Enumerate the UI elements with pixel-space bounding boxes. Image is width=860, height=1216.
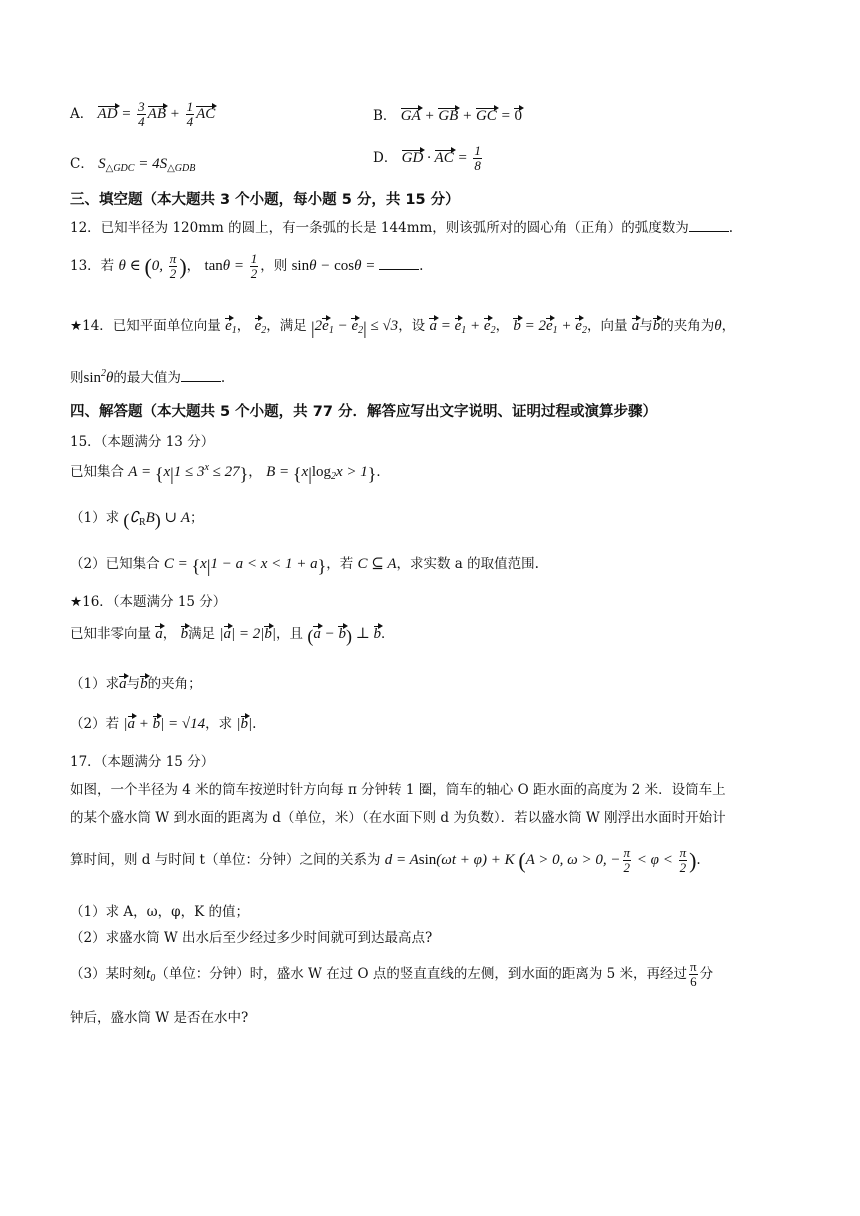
set-a: $A = \{x|1 \le 3^x \le 27\}$ — [128, 462, 249, 484]
q17-part2: （2）求盛水筒 W 出水后至少经过多少时间就可到达最高点? — [70, 930, 433, 946]
q15-part1: （1）求 $(∁_RB)$ ∪ A； — [70, 510, 204, 530]
question-13: 13．若 θ ∈ (0, $\frac{\pi}{2}$ )， tanθ = $\frac{1}{2}$ ，则 sinθ − cosθ = . — [70, 251, 424, 281]
q15-part2: （2）已知集合 C = {x|1 − a < x < 1 + a}，若 C ⊆ A，求实数 a 的取值范围. — [70, 556, 539, 576]
option-a-formula: AD = $\frac{3}{4}$ AB + $\frac{1}{4}$ AC — [97, 99, 216, 129]
q13-theta-range: θ ∈ (0, $\frac{\pi}{2}$ ) — [118, 251, 187, 281]
q16-part1: （1）求a与b的夹角； — [70, 676, 202, 692]
option-d: D． GD · AC = $\frac{1}{8}$ — [373, 144, 484, 173]
question-14-line2: 则$\sin^2\theta$的最大值为 . — [70, 368, 226, 386]
q17-part3-cont: 钟后，盛水筒 W 是否在水中? — [70, 1010, 249, 1026]
answer-blank — [379, 258, 419, 270]
q17-line3: 算时间，则 d 与时间 t（单位：分钟）之间的关系为 d = Asin(ωt + φ) + K (A > 0, ω > 0, − $\frac{\pi}{2}$ < φ < $\frac{\pi}{2}$ ). — [70, 845, 701, 875]
option-b: B． GA + GB + GC = 0 — [373, 108, 522, 124]
q13-tan: tanθ = $\frac{1}{2}$ — [204, 251, 258, 281]
q17-part3: （3）某时刻$t_0$（单位：分钟）时，盛水 W 在过 O 点的竖直直线的左侧，到水面的距离为 5 米，再经过 $\frac{\pi}{6}$ 分 — [70, 959, 714, 989]
q15-head: 15．（本题满分 13 分） — [70, 434, 215, 450]
q17-part1: （1）求 A，ω，φ，K 的值； — [70, 904, 249, 920]
question-14-line1: ★14．已知平面单位向量 $e_1$， $e_2$，满足 $|2e_1 - e_2| \le √3$，设 $a = e_1 + e_2$， $b = 2e_1 + e_2$，向量 a与b的夹角为θ， — [70, 318, 736, 338]
section3-title: 三、填空题（本大题共 3 个小题，每小题 5 分，共 15 分） — [70, 192, 460, 208]
q17-model: d = Asin(ωt + φ) + K (A > 0, ω > 0, − $\frac{\pi}{2}$ < φ < $\frac{\pi}{2}$ ) — [384, 845, 697, 875]
set-b: $B = \{x|\log_2x > 1\}$ — [266, 464, 377, 484]
q16-part2: （2）若 |a + b| = √14，求 |b|. — [70, 716, 257, 732]
question-12: 12．已知半径为 120mm 的圆上，有一条弧的长是 144mm，则该弧所对的圆心角（正角）的弧度数为 . — [70, 220, 734, 236]
q14-condition: $|2e_1 - e_2| \le √3$ — [311, 318, 399, 338]
option-c: C． $S_{\triangle GDC} = 4S_{\triangle GDB}$ — [70, 156, 196, 174]
option-b-formula: GA + GB + GC = 0 — [400, 108, 522, 124]
q13-expr: sinθ − cosθ = — [291, 257, 380, 274]
answer-blank — [181, 370, 221, 382]
answer-blank — [689, 220, 729, 232]
q17-head: 17．（本题满分 15 分） — [70, 754, 215, 770]
q16-line1: 已知非零向量 a， b满足 |a| = 2|b|，且 (a − b) ⊥ b． — [70, 626, 395, 646]
option-a: A． AD = $\frac{3}{4}$ AB + $\frac{1}{4}$ AC — [70, 99, 216, 129]
option-c-formula: $S_{\triangle GDC} = 4S_{\triangle GDB}$ — [98, 156, 196, 174]
q17-line1: 如图，一个半径为 4 米的筒车按逆时针方向每 π 分钟转 1 圈，筒车的轴心 O 距水面的高度为 2 米．设筒车上 — [70, 782, 726, 798]
section4-title: 四、解答题（本大题共 5 个小题，共 77 分．解答应写出文字说明、证明过程或演算步骤） — [70, 404, 657, 420]
q16-head: ★16．（本题满分 15 分） — [70, 594, 227, 610]
set-c: C = {x|1 − a < x < 1 + a} — [163, 556, 327, 576]
option-d-formula: GD · AC = $\frac{1}{8}$ — [401, 143, 481, 173]
q17-line2: 的某个盛水筒 W 到水面的距离为 d（单位，米）（在水面下则 d 为负数）．若以盛水筒 W 刚浮出水面时开始计 — [70, 810, 726, 826]
q15-line1: 已知集合 $A = \{x|1 \le 3^x \le 27\}$， $B = \{x|\log_2x > 1\}$． — [70, 462, 390, 484]
